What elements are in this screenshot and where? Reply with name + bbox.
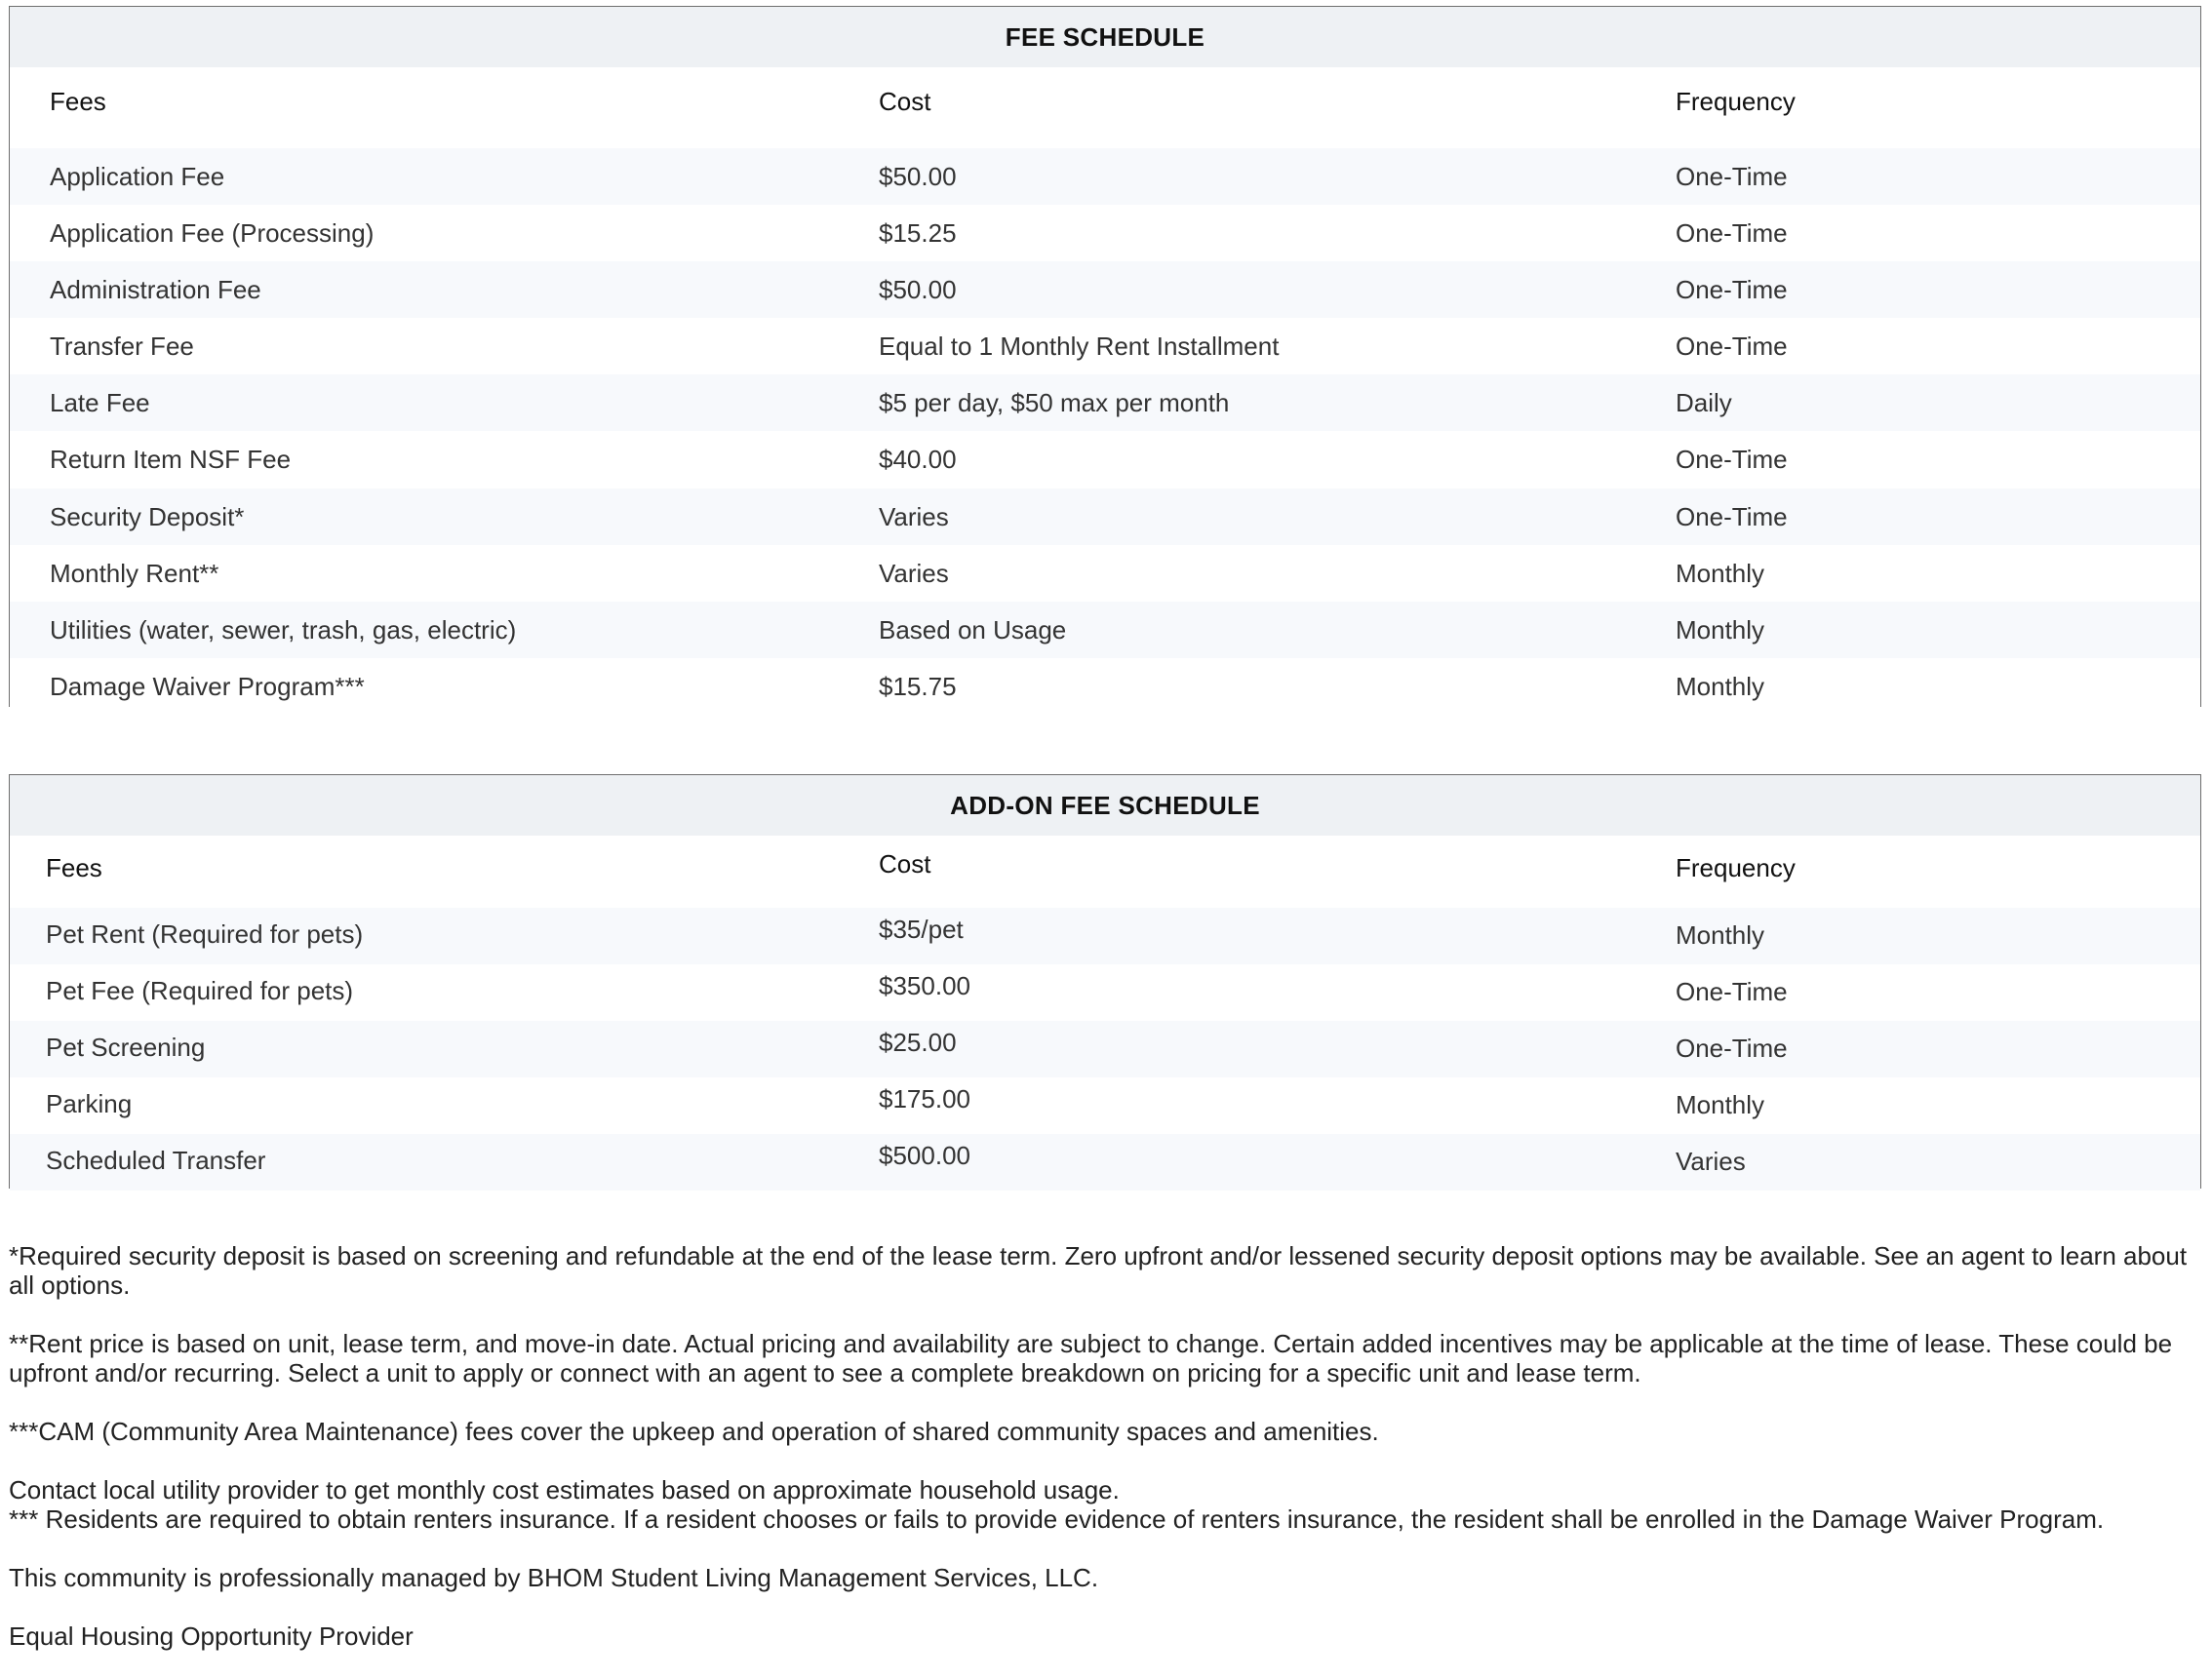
cost-cell: $5 per day, $50 max per month <box>879 388 1230 418</box>
frequency-cell: Varies <box>1676 1147 1746 1176</box>
frequency-column-header: Frequency <box>1676 853 1796 882</box>
fee-schedule-header-row <box>10 67 2200 148</box>
cost-cell: $500.00 <box>879 1141 970 1170</box>
cost-cell: $25.00 <box>879 1028 957 1057</box>
frequency-cell: One-Time <box>1676 332 1788 362</box>
equal-housing-note: Equal Housing Opportunity Provider <box>9 1621 414 1651</box>
fee-name-cell: Late Fee <box>50 388 150 418</box>
cost-cell: Varies <box>879 501 949 531</box>
addon-fee-schedule-title: ADD-ON FEE SCHEDULE <box>10 775 2200 836</box>
cost-cell: $350.00 <box>879 971 970 1000</box>
frequency-cell: Monthly <box>1676 1090 1765 1119</box>
fee-name-cell: Parking <box>46 1089 133 1118</box>
frequency-cell: Monthly <box>1676 558 1765 588</box>
fee-name-cell: Application Fee <box>50 162 225 191</box>
table-row <box>10 318 2200 374</box>
cost-cell: $15.25 <box>879 218 957 249</box>
fee-name-cell: Scheduled Transfer <box>46 1146 266 1175</box>
table-row <box>10 431 2200 488</box>
cost-column-header: Cost <box>879 87 931 116</box>
addon-fee-schedule-table <box>9 774 2201 1189</box>
table-row <box>10 964 2200 1021</box>
cost-cell: $35/pet <box>879 915 964 944</box>
cost-column-header: Cost <box>879 849 931 879</box>
cost-cell: $50.00 <box>879 275 957 305</box>
addon-schedule-header-row <box>10 836 2200 908</box>
fee-name-cell: Damage Waiver Program*** <box>50 671 365 701</box>
fee-name-cell: Return Item NSF Fee <box>50 445 292 475</box>
addon-schedule-rows <box>10 908 2200 1191</box>
frequency-cell: One-Time <box>1676 275 1788 305</box>
table-row <box>10 658 2200 715</box>
cost-cell: Varies <box>879 558 949 588</box>
fee-name-cell: Utilities (water, sewer, trash, gas, electric) <box>50 614 517 645</box>
table-row <box>10 908 2200 964</box>
frequency-cell: Monthly <box>1676 920 1765 950</box>
table-row <box>10 261 2200 318</box>
frequency-cell: Monthly <box>1676 614 1765 645</box>
cost-cell: Based on Usage <box>879 614 1067 645</box>
fee-name-cell: Pet Screening <box>46 1033 206 1062</box>
footnotes <box>9 1241 2203 1680</box>
frequency-cell: One-Time <box>1676 445 1788 475</box>
frequency-cell: One-Time <box>1676 162 1788 191</box>
cost-cell: $50.00 <box>879 162 957 191</box>
cost-cell: $40.00 <box>879 445 957 475</box>
frequency-cell: Monthly <box>1676 671 1765 701</box>
frequency-cell: One-Time <box>1676 1034 1788 1063</box>
table-row <box>10 545 2200 602</box>
frequency-column-header: Frequency <box>1676 87 1796 116</box>
fee-schedule-table <box>9 6 2201 707</box>
table-row <box>10 1021 2200 1077</box>
rent-price-note: **Rent price is based on unit, lease term, and move-in date. Actual pricing and availability are subject to change. Certain added incentives may be applicable at the time of lease. These could be upfront and/or recurring. Select a unit to apply or connect with an agent to see a complete breakdown on pricing for a specific unit and lease term. <box>9 1329 2173 1387</box>
frequency-cell: One-Time <box>1676 977 1788 1006</box>
cam-note: ***CAM (Community Area Maintenance) fees cover the upkeep and operation of shared community spaces and amenities. <box>9 1417 1379 1446</box>
table-row <box>10 148 2200 205</box>
frequency-cell: Daily <box>1676 388 1732 418</box>
frequency-cell: One-Time <box>1676 218 1788 249</box>
fees-column-header: Fees <box>50 87 106 116</box>
security-deposit-note: *Required security deposit is based on screening and refundable at the end of the lease term. Zero upfront and/or lessened security deposit options may be available. See an agent to learn about all options. <box>9 1241 2188 1300</box>
cost-cell: $175.00 <box>879 1084 970 1113</box>
fees-column-header: Fees <box>46 853 102 882</box>
fee-name-cell: Administration Fee <box>50 275 261 305</box>
cost-cell: $15.75 <box>879 671 957 701</box>
table-row <box>10 488 2200 545</box>
fee-name-cell: Pet Fee (Required for pets) <box>46 976 354 1005</box>
table-row <box>10 602 2200 658</box>
table-row <box>10 374 2200 431</box>
fee-name-cell: Pet Rent (Required for pets) <box>46 919 364 949</box>
management-note: This community is professionally managed by BHOM Student Living Management Services, LLC. <box>9 1563 1099 1592</box>
fee-schedule-rows <box>10 148 2200 715</box>
table-row <box>10 1134 2200 1191</box>
table-row <box>10 1077 2200 1134</box>
frequency-cell: One-Time <box>1676 501 1788 531</box>
cost-cell: Equal to 1 Monthly Rent Installment <box>879 332 1280 362</box>
fee-schedule-title: FEE SCHEDULE <box>10 7 2200 67</box>
renters-insurance-note: *** Residents are required to obtain renters insurance. If a resident chooses or fails to provide evidence of renters insurance, the resident shall be enrolled in the Damage Waiver Program. <box>9 1504 2105 1534</box>
fee-name-cell: Transfer Fee <box>50 332 194 362</box>
table-row <box>10 205 2200 261</box>
fee-name-cell: Monthly Rent** <box>50 558 219 588</box>
fee-name-cell: Security Deposit* <box>50 501 245 531</box>
utility-provider-note: Contact local utility provider to get monthly cost estimates based on approximate household usage. <box>9 1475 1120 1504</box>
fee-name-cell: Application Fee (Processing) <box>50 218 375 249</box>
